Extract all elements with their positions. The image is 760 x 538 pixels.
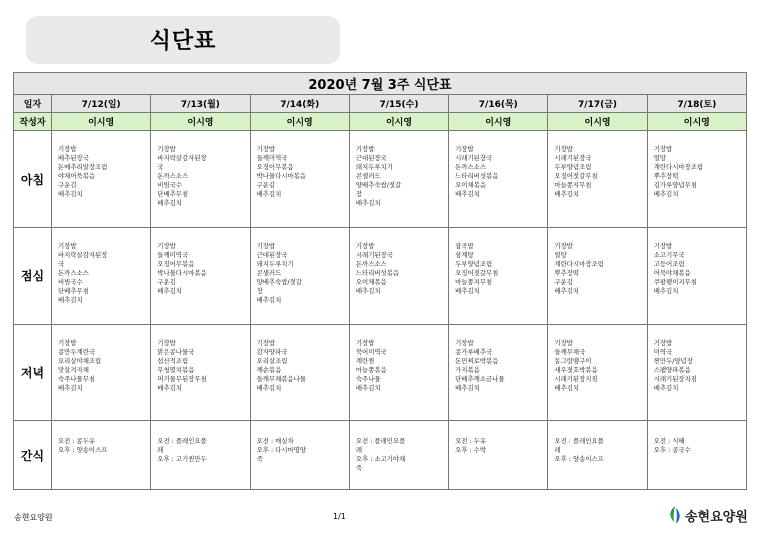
meal-label-dinner: 저녁 xyxy=(14,324,52,421)
menu-items: 기장밥 얼탕 계란다시마장조림 뿌추장떡 구운김 배추김치 xyxy=(554,241,604,295)
snack-row xyxy=(14,421,747,490)
author-cell: 이시영 xyxy=(548,112,647,131)
menu-cell xyxy=(548,227,647,324)
menu-items: 기장밥 콩가루배추국 돈민찌로박볶음 가지볶음 단배추깨소금나물 배추김치 xyxy=(455,338,505,392)
day-header: 7/15(수) xyxy=(349,94,448,112)
menu-items: 기장밥 미역국 찐만두/양념장 스팸양파볶음 시래기된장지짐 배추김치 xyxy=(653,338,697,392)
menu-cell xyxy=(52,131,151,228)
date-header-row xyxy=(14,94,747,112)
author-cell: 이시영 xyxy=(250,112,349,131)
menu-cell xyxy=(548,421,647,490)
page-title-box xyxy=(26,16,340,64)
menu-cell xyxy=(449,227,548,324)
day-header: 7/18(토) xyxy=(647,94,746,112)
menu-cell xyxy=(151,227,250,324)
day-header: 7/14(화) xyxy=(250,94,349,112)
logo-text: 송현요양원 xyxy=(685,509,748,525)
menu-items: 기장밥 북어미역국 계란찜 마늘쫑볶음 숙주나물 배추김치 xyxy=(355,338,387,392)
menu-items: 기장밥 바지락살감자된장 국 돈까스소스 비빔국수 단배추무침 배추김치 xyxy=(157,145,207,208)
menu-items: 오전 : 두유 오후 : 수박 xyxy=(455,437,487,455)
menu-cell xyxy=(548,324,647,421)
menu-items: 기장밥 시래기된장국 돈까스소스 느타리버섯볶음 오이채볶음 배추김치 xyxy=(355,241,400,295)
table-caption-row xyxy=(14,73,747,95)
menu-cell xyxy=(151,421,250,490)
menu-items: 기장밥 들깨미역국 오징어무볶음 박나물다시마볶음 구운김 배추김치 xyxy=(256,145,306,199)
dinner-row xyxy=(14,324,747,421)
menu-cell xyxy=(449,421,548,490)
day-header: 7/17(금) xyxy=(548,94,647,112)
author-label: 작성자 xyxy=(14,112,52,131)
menu-cell xyxy=(349,131,448,228)
menu-items: 오전 : 플레인요플 레 오후 : 소고기야채 죽 xyxy=(355,437,406,473)
menu-cell xyxy=(250,131,349,228)
menu-cell xyxy=(647,421,746,490)
footer-org-name: 송현요양원 xyxy=(14,513,53,522)
author-cell: 이시영 xyxy=(349,112,448,131)
menu-items: 기장밥 들깨미역국 오징어무볶음 박나물다시마볶음 구운김 배추김치 xyxy=(157,241,207,295)
menu-items: 기장밥 소고기무국 고등어조림 어묵야채볶음 쿠팡팽이지무침 배추김치 xyxy=(653,241,697,295)
menu-cell xyxy=(151,324,250,421)
author-row xyxy=(14,112,747,131)
meal-label-breakfast: 아침 xyxy=(14,131,52,228)
author-cell: 이시영 xyxy=(449,112,548,131)
meal-label-snack: 간식 xyxy=(14,421,52,490)
menu-items: 기장밥 근대된장국 돼지두루치기 콘샐러드 양배추숙쌈/젓갈 장 배추김치 xyxy=(256,241,302,304)
lunch-row xyxy=(14,227,747,324)
author-cell: 이시영 xyxy=(151,112,250,131)
menu-items: 기장밥 맑은콩나물국 섭산적조림 무청멸치볶음 머기물무된장무침 배추김치 xyxy=(157,338,207,392)
date-label: 일자 xyxy=(14,94,52,112)
menu-items: 오전 : 플레인요플 레 오후 : 양송이스프 xyxy=(554,437,604,464)
menu-cell xyxy=(548,131,647,228)
day-header: 7/12(일) xyxy=(52,94,151,112)
menu-cell xyxy=(250,324,349,421)
table-caption: 2020년 7월 3주 식단표 xyxy=(14,73,747,95)
breakfast-row xyxy=(14,131,747,228)
menu-cell xyxy=(449,324,548,421)
menu-cell xyxy=(151,131,250,228)
menu-cell xyxy=(449,131,548,228)
author-cell: 이시영 xyxy=(52,112,151,131)
menu-items: 기장밥 근대된장국 돼지두루치기 콘샐러드 양배추숙쌈/젓갈 장 배추김치 xyxy=(355,145,402,208)
menu-cell xyxy=(349,324,448,421)
menu-items: 기장밥 얼탕 계란다시마장조림 뿌추장떡 김가루양념무침 배추김치 xyxy=(653,145,704,199)
meal-label-lunch: 점심 xyxy=(14,227,52,324)
menu-cell xyxy=(647,324,746,421)
menu-cell xyxy=(52,324,151,421)
day-header: 7/16(목) xyxy=(449,94,548,112)
menu-items: 기장밥 배추된장국 돈메추리알장조림 야채어묵볶음 구운김 배추김치 xyxy=(58,145,108,199)
org-logo xyxy=(668,505,748,525)
menu-items: 오전 : 매실차 오후 : 다시마명양 죽 xyxy=(256,437,306,464)
menu-cell xyxy=(250,421,349,490)
menu-items: 기장밥 들깨무채국 동그랑땡구이 새우젓호박볶음 시래기된장지짐 배추김치 xyxy=(554,338,598,392)
author-cell: 이시영 xyxy=(647,112,746,131)
menu-items: 오전 : 식혜 오후 : 콩국수 xyxy=(653,437,691,455)
menu-cell xyxy=(52,421,151,490)
day-header: 7/13(월) xyxy=(151,94,250,112)
menu-cell xyxy=(349,227,448,324)
menu-cell xyxy=(647,227,746,324)
menu-items: 기장밥 감자양파국 오리살조림 깨순볶음 들깨무채볶음나물 배추김치 xyxy=(256,338,306,392)
menu-cell xyxy=(647,131,746,228)
menu-items: 기장밥 시래기된장국 두부양념조림 오징어젓갈무침 마늘쫑지무침 배추김치 xyxy=(554,145,598,199)
leaf-logo-icon xyxy=(668,505,682,525)
page-title: 식단표 xyxy=(149,29,217,54)
footer-page-number: 1/1 xyxy=(333,512,346,521)
menu-cell xyxy=(349,421,448,490)
menu-items: 오전 : 콩두유 오후 : 양송이스프 xyxy=(58,437,108,455)
menu-items: 잡곡밥 삼계탕 두부양념조림 오징어젓갈무침 마늘쫑지무침 배추김치 xyxy=(455,241,499,295)
menu-cell xyxy=(52,227,151,324)
menu-table xyxy=(13,72,747,490)
menu-items: 기장밥 바지락살감자된장 국 돈까스소스 비빔국수 단배추무침 배추김치 xyxy=(58,241,108,304)
menu-cell xyxy=(250,227,349,324)
menu-items: 오전 : 플레인요플 레 오후 : 고기찐만두 xyxy=(157,437,207,464)
menu-items: 기장밥 콩만두계란국 오리살야채조림 맛살겨자채 숙주나물무침 배추김치 xyxy=(58,338,102,392)
menu-items: 기장밥 시래기된장국 돈까스소스 느타리버섯볶음 오이채볶음 배추김치 xyxy=(455,145,499,199)
